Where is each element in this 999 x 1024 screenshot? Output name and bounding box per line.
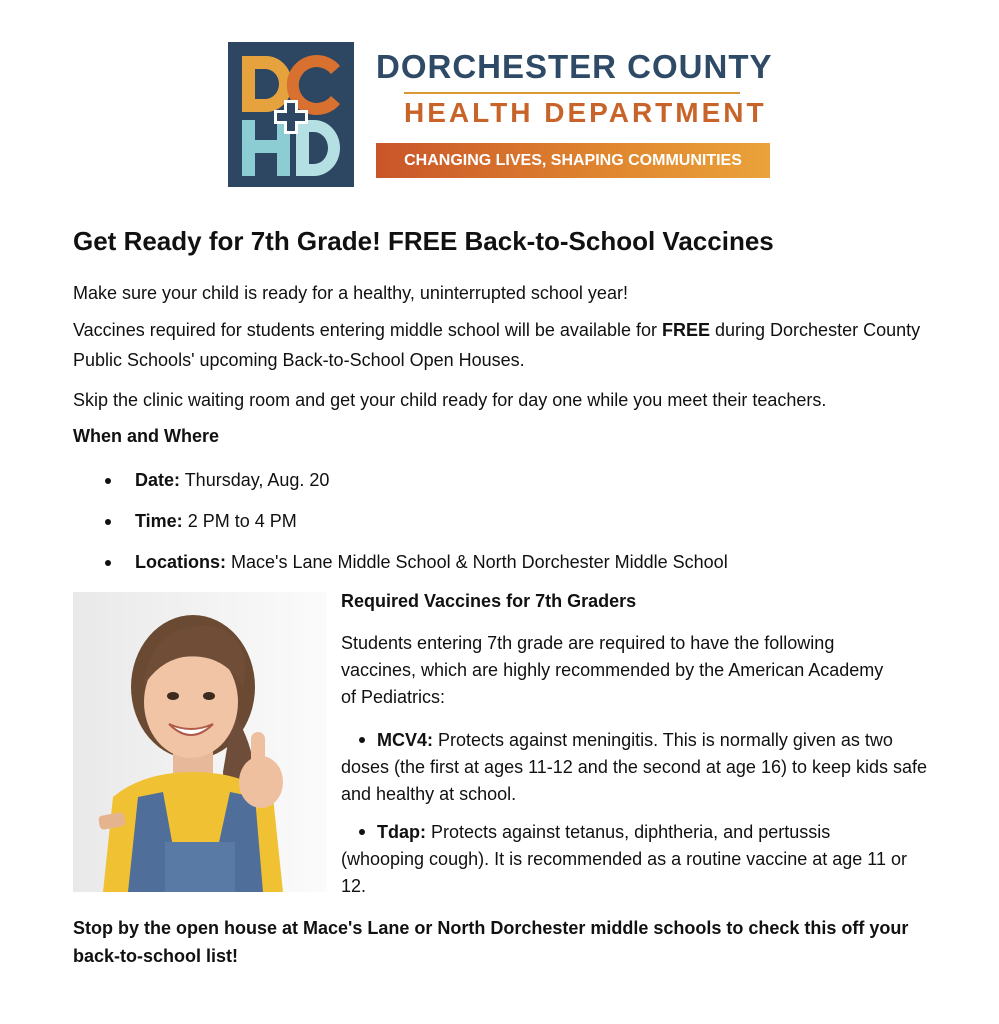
locations-value: Mace's Lane Middle School & North Dorchester Middle School [226,552,728,572]
list-item-locations [73,548,728,589]
free-emphasis: FREE [661,320,710,340]
vaccines-text-after: during Dorchester County Public Schools' upcoming Back-to-School Open Houses. [73,320,921,370]
locations-label: Locations: [135,552,227,572]
time-label: Time: [135,511,183,531]
date-value: Thursday, Aug. 20 [180,470,330,490]
when-where-list [73,466,728,589]
date-label: Date: [135,470,181,490]
brand-tagline [376,143,770,178]
bullet-icon [359,829,365,835]
free-vaccines-paragraph [73,315,933,375]
required-vaccines-heading: Required Vaccines for 7th Graders [341,591,637,611]
mcv4-name: MCV4: [377,730,434,750]
tagline-text: CHANGING LIVES, SHAPING COMMUNITIES [404,151,742,169]
org-name-line2: HEALTH DEPARTMENT [404,97,767,128]
tdap-name: Tdap: [377,822,426,842]
when-where-heading: When and Where [73,426,220,446]
time-value: 2 PM to 4 PM [182,511,297,531]
page-title: Get Ready for 7th Grade! FREE Back-to-School Vaccines [73,226,774,256]
bullet-icon [105,519,111,525]
dchd-logo-icon [228,42,354,187]
vaccine-item-mcv4 [341,727,931,808]
girl-thumbs-up-photo [73,592,327,892]
brand-divider [404,92,740,94]
required-intro-paragraph: Students entering 7th grade are required to have the following vaccines, which are highly recommended by the American Academy of Pediatrics: [341,633,884,707]
bullet-icon [105,560,111,566]
closing-call-to-action: Stop by the open house at Mace's Lane or North Dorchester middle schools to check this off your back-to-school list! [73,918,909,966]
mcv4-description: Protects against meningitis. This is normally given as two doses (the first at ages 11-12 and the second at age 16) to keep kids safe and healthy at school. [341,730,928,804]
bullet-icon [105,478,111,484]
org-name-line1: DORCHESTER COUNTY [376,48,773,85]
bullet-icon [359,737,365,743]
tdap-description: Protects against tetanus, diphtheria, and pertussis (whooping cough). It is recommended as a routine vaccine at age 11 or 12. [341,822,907,896]
list-item-time [73,507,728,548]
vaccine-item-tdap [341,819,911,900]
intro-paragraph: Make sure your child is ready for a healthy, uninterrupted school year! [73,283,628,303]
vaccines-text-before: Vaccines required for students entering middle school will be available for [73,320,662,340]
skip-clinic-paragraph: Skip the clinic waiting room and get your child ready for day one while you meet their teachers. [73,390,827,410]
list-item-date [73,466,728,507]
